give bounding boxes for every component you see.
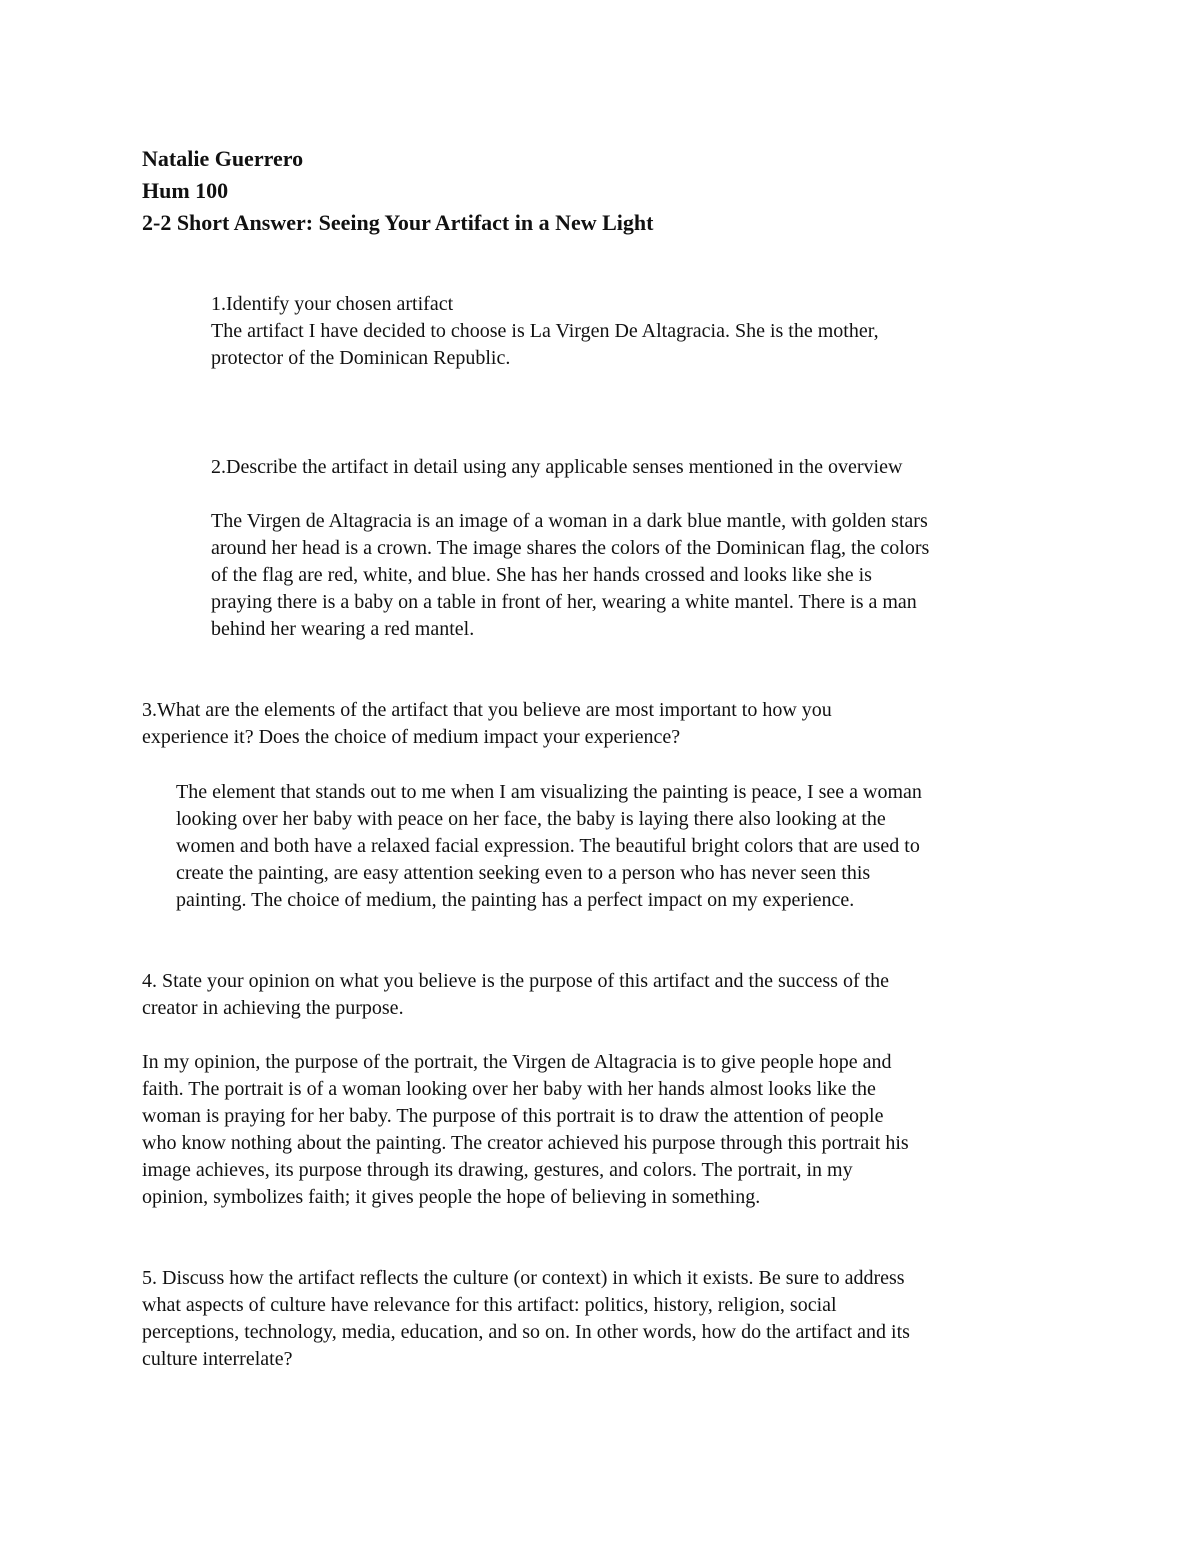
question-3-answer-line: looking over her baby with peace on her face, the baby is laying there also looking at the [176,808,886,830]
question-4-prompt: 4. State your opinion on what you believe is the purpose of this artifact and the success of the [142,970,890,992]
question-2-prompt: 2.Describe the artifact in detail using any applicable senses mentioned in the overview [211,456,903,478]
question-5-prompt: culture interrelate? [142,1348,293,1370]
question-2-answer-line: of the flag are red, white, and blue. She has her hands crossed and looks like she is [211,564,872,586]
question-1-answer-line: The artifact I have decided to choose is La Virgen De Altagracia. She is the mother, [211,320,879,342]
question-4-answer-line: opinion, symbolizes faith; it gives people the hope of believing in something. [142,1186,761,1208]
question-4-answer-line: faith. The portrait is of a woman looking over her baby with her hands almost looks like the [142,1078,876,1100]
question-2-answer-line: The Virgen de Altagracia is an image of a woman in a dark blue mantle, with golden stars [211,510,928,532]
question-4-answer-line: image achieves, its purpose through its drawing, gestures, and colors. The portrait, in my [142,1159,853,1181]
question-2-answer-line: around her head is a crown. The image shares the colors of the Dominican flag, the colors [211,537,930,559]
question-4-answer-line: In my opinion, the purpose of the portrait, the Virgen de Altagracia is to give people hope and [142,1051,892,1073]
author-name: Natalie Guerrero [142,146,304,171]
course-name: Hum 100 [142,178,229,203]
question-5-prompt: what aspects of culture have relevance for this artifact: politics, history, religion, social [142,1294,837,1316]
question-4-prompt: creator in achieving the purpose. [142,997,404,1019]
question-4-answer-line: woman is praying for her baby. The purpose of this portrait is to draw the attention of people [142,1105,884,1127]
question-3-answer-line: painting. The choice of medium, the painting has a perfect impact on my experience. [176,889,855,911]
question-3-answer-line: create the painting, are easy attention seeking even to a person who has never seen this [176,862,871,884]
question-1-answer-line: protector of the Dominican Republic. [211,347,511,369]
question-3-prompt: 3.What are the elements of the artifact that you believe are most important to how you [142,699,832,721]
question-2-answer-line: praying there is a baby on a table in front of her, wearing a white mantel. There is a man [211,591,917,613]
question-3-prompt: experience it? Does the choice of medium impact your experience? [142,726,681,748]
question-5-prompt: perceptions, technology, media, education, and so on. In other words, how do the artifact and its [142,1321,910,1343]
question-1-prompt: 1.Identify your chosen artifact [211,293,454,315]
question-5-prompt: 5. Discuss how the artifact reflects the culture (or context) in which it exists. Be sure to address [142,1267,905,1289]
question-3-answer-line: The element that stands out to me when I am visualizing the painting is peace, I see a woman [176,781,922,803]
assignment-title: 2-2 Short Answer: Seeing Your Artifact in a New Light [142,210,654,235]
question-3-answer-line: women and both have a relaxed facial expression. The beautiful bright colors that are used to [176,835,920,857]
question-4-answer-line: who know nothing about the painting. The creator achieved his purpose through this portrait his [142,1132,909,1154]
question-2-answer-line: behind her wearing a red mantel. [211,618,475,640]
